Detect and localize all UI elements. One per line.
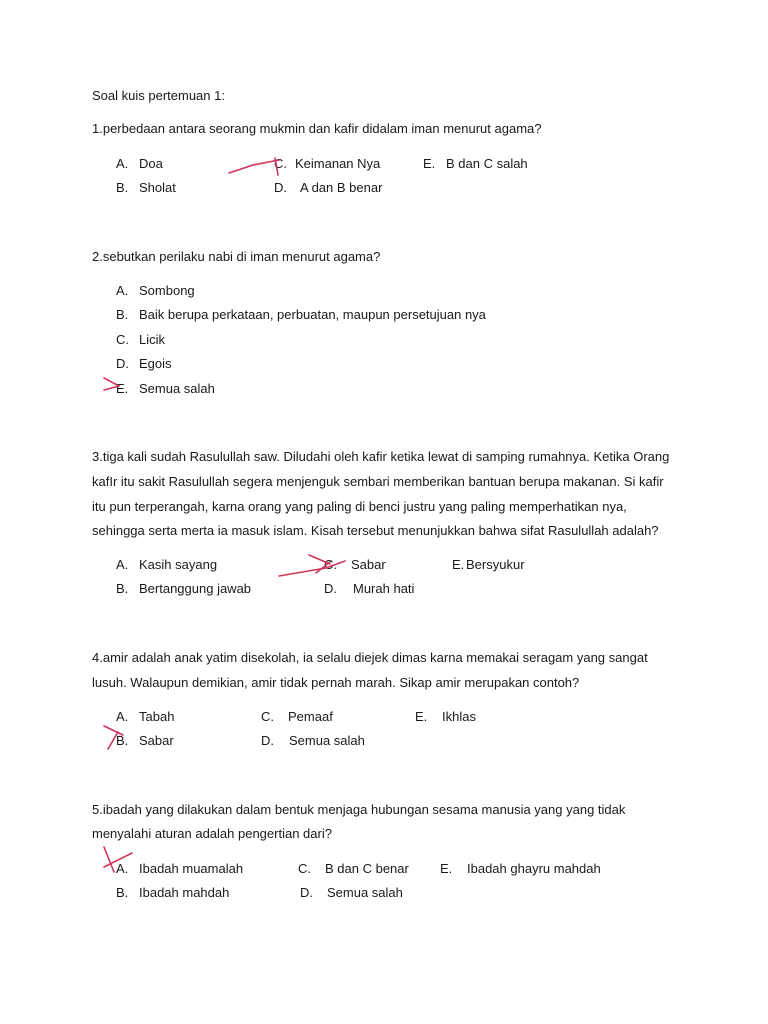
option-text: Sholat <box>139 180 176 195</box>
question-3-line: sehingga serta merta ia masuk islam. Kisah tersebut menunjukkan bahwa sifat Rasulullah adalah? <box>92 523 659 538</box>
option-letter: A. <box>116 709 129 724</box>
option-text: Semua salah <box>327 885 403 900</box>
option-text: A dan B benar <box>300 180 383 195</box>
question-4-line: lusuh. Walaupun demikian, amir tidak pernah marah. Sikap amir merupakan contoh? <box>92 675 580 690</box>
option-text: Murah hati <box>353 581 415 596</box>
option-text: Egois <box>139 356 172 371</box>
question-3-line: 3.tiga kali sudah Rasulullah saw. Diludahi oleh kafir ketika lewat di samping rumahnya. Ketika Orang <box>92 449 670 464</box>
option-letter: B. <box>116 733 129 748</box>
option-letter: A. <box>116 861 129 876</box>
option-text: Sabar <box>139 733 174 748</box>
option-letter: C. <box>116 332 129 347</box>
question-3-line: itu pun terperangah, karna orang yang paling di benci justru yang paling memperhatikan nya, <box>92 499 627 514</box>
option-text: Ibadah muamalah <box>139 861 244 876</box>
option-text: Licik <box>139 332 166 347</box>
option-text: Ibadah mahdah <box>139 885 230 900</box>
option-letter: E. <box>415 709 428 724</box>
option-text: Semua salah <box>139 381 215 396</box>
option-letter: B. <box>116 885 129 900</box>
option-text: Keimanan Nya <box>295 156 381 171</box>
option-text: Sabar <box>351 557 386 572</box>
question-5-line: menyalahi aturan adalah pengertian dari? <box>92 826 332 841</box>
option-letter: D. <box>116 356 129 371</box>
option-letter: D. <box>261 733 274 748</box>
option-text: Pemaaf <box>288 709 333 724</box>
option-letter: A. <box>116 283 129 298</box>
option-letter: C. <box>274 156 287 171</box>
option-letter: B. <box>116 307 129 322</box>
option-text: Bersyukur <box>466 557 525 572</box>
option-letter: C. <box>261 709 274 724</box>
option-letter: D. <box>274 180 287 195</box>
option-text: Sombong <box>139 283 195 298</box>
option-letter: C. <box>298 861 311 876</box>
option-letter: E. <box>423 156 436 171</box>
question-2: 2.sebutkan perilaku nabi di iman menurut agama? <box>92 249 381 264</box>
question-4-line: 4.amir adalah anak yatim disekolah, ia selalu diejek dimas karna memakai seragam yang sangat <box>92 650 648 665</box>
option-letter: E. <box>116 381 129 396</box>
option-letter: B. <box>116 581 129 596</box>
document-title: Soal kuis pertemuan 1: <box>92 88 225 103</box>
option-text: Baik berupa perkataan, perbuatan, maupun persetujuan nya <box>139 307 486 322</box>
option-letter: D. <box>300 885 313 900</box>
question-1: 1.perbedaan antara seorang mukmin dan kafir didalam iman menurut agama? <box>92 121 542 136</box>
option-text: Doa <box>139 156 163 171</box>
option-text: Ibadah ghayru mahdah <box>467 861 601 876</box>
option-text: Semua salah <box>289 733 365 748</box>
option-text: Ikhlas <box>442 709 476 724</box>
option-letter: E. <box>440 861 453 876</box>
option-letter: D. <box>324 581 337 596</box>
option-text: Bertanggung jawab <box>139 581 252 596</box>
question-3-line: kafIr itu sakit Rasulullah segera menjenguk sembari memberikan bantuan berupa makanan. Si kafir <box>92 474 664 489</box>
option-text: B dan C benar <box>325 861 409 876</box>
option-letter: E. <box>452 557 465 572</box>
question-5-line: 5.ibadah yang dilakukan dalam bentuk menjaga hubungan sesama manusia yang yang tidak <box>92 802 626 817</box>
option-text: B dan C salah <box>446 156 528 171</box>
option-text: Tabah <box>139 709 175 724</box>
check-mark-icon <box>229 158 279 175</box>
option-letter: B. <box>116 180 129 195</box>
option-letter: A. <box>116 156 129 171</box>
option-letter: C. <box>324 557 337 572</box>
option-letter: A. <box>116 557 129 572</box>
option-text: Kasih sayang <box>139 557 218 572</box>
